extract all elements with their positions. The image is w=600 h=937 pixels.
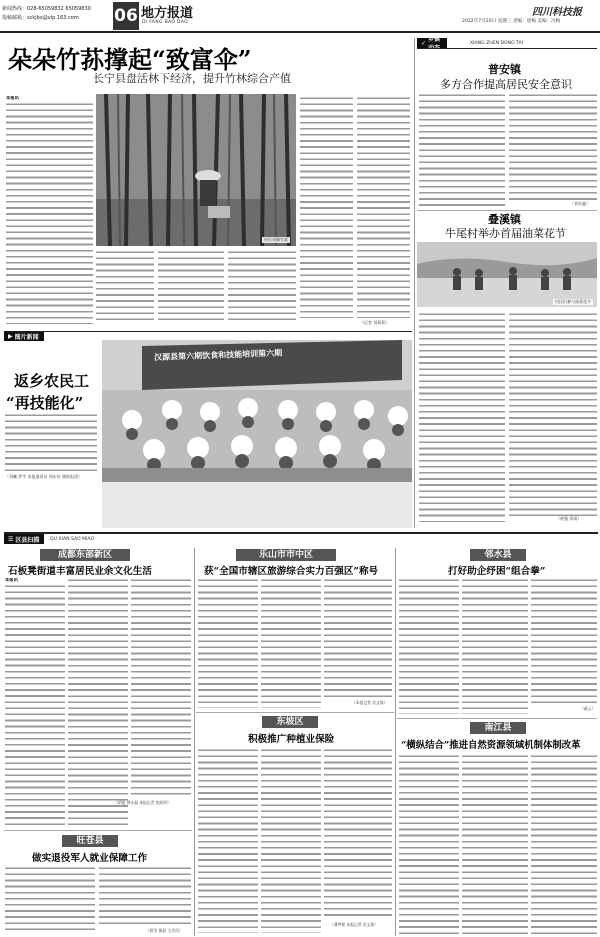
r4-col-2	[99, 866, 191, 928]
photo-news-label: ▶ 图片新闻	[4, 332, 44, 341]
r6-col-1	[399, 754, 459, 934]
photo-news-byline: （刘曦 罗雪 本报通讯员 周宏轩 摄影报道）	[5, 474, 83, 479]
district-rule	[4, 532, 598, 534]
paper-logo: 四川科技报	[532, 7, 582, 18]
r5-headline: 积极推广种植业保险	[248, 734, 335, 745]
r5-col-1	[198, 748, 258, 933]
r3-col-3	[531, 578, 597, 704]
story1-byline: （刘泉鑫）	[570, 201, 590, 206]
right-divider	[414, 38, 415, 528]
r5-rule	[196, 712, 394, 713]
r6-rule	[397, 718, 597, 719]
chef-training-image	[102, 340, 412, 528]
r1-col-1	[5, 578, 65, 828]
hotline: 新闻热线：028-65059832 65059830	[2, 6, 91, 12]
r2-col-2	[261, 578, 321, 708]
r2-byline: （本报记者 苏文保）	[352, 700, 388, 705]
story2-sub: 牛尾村举办首届油菜花节	[445, 227, 566, 240]
story2-byline: （黄强 刘靖）	[556, 516, 582, 521]
r1-col-2	[68, 578, 128, 828]
r3-col-2	[462, 578, 528, 714]
bamboo-photo	[96, 94, 296, 246]
bamboo-forest-image	[96, 94, 296, 246]
story2-head: 叠溪镇	[488, 213, 521, 226]
r1-headline: 石板凳街道丰富居民业余文化生活	[8, 566, 152, 577]
email: 投稿邮箱：sckjbx@vip.163.com	[2, 15, 79, 21]
district-divider-2	[395, 548, 396, 936]
r4-rule	[4, 830, 192, 831]
region-wangcang: 旺苍县	[62, 835, 118, 847]
lead-column-2	[96, 250, 154, 324]
page-title-en: DI FANG BAO DAO	[142, 20, 189, 25]
lead-column-1	[6, 96, 93, 324]
story1-col-1	[419, 93, 505, 207]
story1-sub: 多方合作提高居民安全意识	[440, 78, 572, 91]
masthead	[0, 0, 600, 34]
page-number: 06	[113, 2, 139, 30]
r1-lead-in: 本报讯	[5, 578, 18, 583]
region-leshan: 乐山市市中区	[236, 549, 336, 561]
r5-byline: （蒲梦瑶 本报记者 苏文保）	[330, 922, 378, 927]
photo-news-rule	[4, 331, 412, 332]
page-title: 地方报道	[141, 6, 194, 21]
story2-col-1	[419, 312, 505, 522]
r5-col-3	[324, 748, 392, 920]
lead-byline: （记者 刘莉莉）	[360, 320, 390, 325]
r1-col-3	[131, 578, 191, 798]
r3-col-1	[399, 578, 459, 714]
r6-col-2	[462, 754, 528, 934]
rural-rule	[417, 48, 597, 49]
masthead-rule	[0, 31, 600, 33]
story2-col-2	[509, 312, 597, 516]
lead-subhead: 长宁县盘活林下经济，提升竹林综合产值	[93, 72, 291, 85]
r3-headline: 打好助企纾困“组合拳”	[448, 566, 546, 577]
lead-lead-in: 本报讯	[6, 96, 19, 101]
r5-col-2	[261, 748, 321, 933]
region-linshui: 邻水县	[470, 549, 526, 561]
photo-caption: 村民采摘竹荪	[264, 237, 288, 242]
date-line: 2022年7月20日 星期三 责编：唐梅 美编：冯梅	[462, 19, 561, 24]
r4-byline: （蒋雪 熊晨 王彦昌）	[146, 928, 183, 933]
r6-col-3	[531, 754, 597, 934]
r2-headline: 获“全国市辖区旅游综合实力百强区”称号	[204, 566, 379, 577]
r2-col-3	[324, 578, 392, 698]
lead-column-5	[300, 96, 353, 318]
lead-column-4	[228, 250, 296, 324]
lead-column-3	[158, 250, 224, 324]
training-photo	[102, 340, 412, 528]
rapeseed-caption: 村民们参与油菜花节	[555, 299, 591, 304]
photo-news-title-1: 返乡农民工	[14, 372, 90, 390]
story1-head: 普安镇	[488, 63, 521, 76]
r4-headline: 做实退役军人就业保障工作	[32, 853, 148, 864]
r1-byline: （胡旭 曾永磊 本报记者 张跃明）	[114, 800, 171, 805]
region-nanjiang: 南江县	[470, 722, 526, 734]
r3-byline: （戚云）	[580, 706, 596, 711]
r4-col-1	[5, 866, 95, 934]
rapeseed-photo	[417, 242, 597, 307]
photo-news-title-2: “再技能化”	[6, 394, 84, 412]
photo-news-text	[5, 413, 97, 473]
lead-column-6	[357, 96, 410, 318]
district-divider-1	[194, 548, 195, 936]
rural-section-en: XIANG ZHEN DONG TAI	[470, 41, 524, 46]
region-chengdu-east: 成都东部新区	[40, 549, 130, 561]
story1-col-2	[509, 93, 597, 201]
region-dongpo: 东坡区	[262, 716, 318, 728]
rapeseed-field-image	[417, 242, 597, 307]
rural-section-label: ✓ 乡镇	[417, 38, 447, 48]
r6-headline: “横纵结合”推进自然资源领域机制体制改革	[401, 740, 581, 751]
lead-headline: 朵朵竹荪撑起“致富伞”	[8, 45, 252, 74]
district-label: ☰ 区县扫描	[4, 534, 44, 544]
r2-col-1	[198, 578, 258, 708]
training-banner-text: 汉源县第六期饮食和技能培训第六期	[154, 348, 283, 362]
district-label-en: QU XIAN SAO MIAO	[50, 537, 95, 542]
